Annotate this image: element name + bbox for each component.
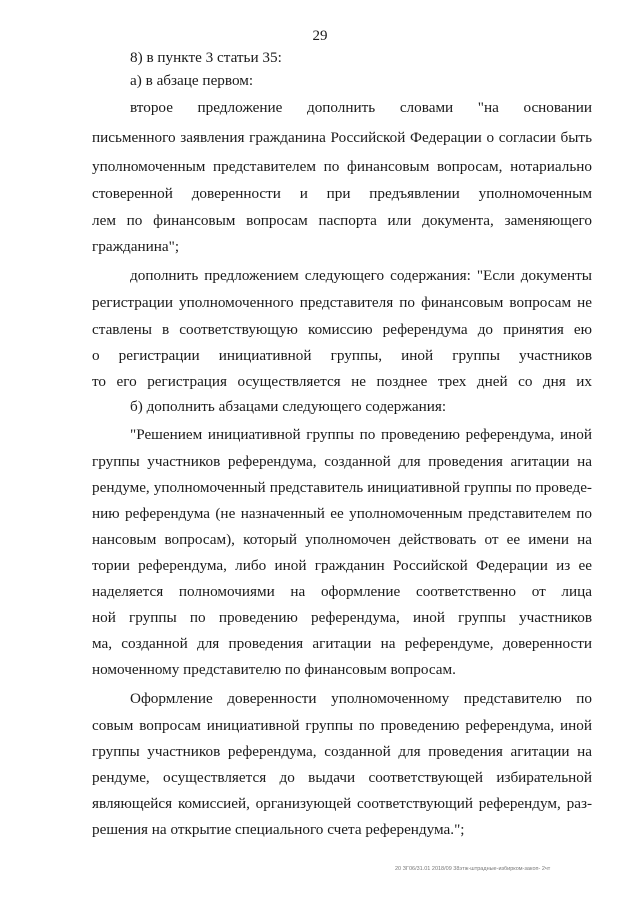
- text-line: письменного заявления гражданина Российской Федерации о согласии быть: [92, 129, 592, 146]
- text-line: "Решением инициативной группы по проведению референдума, иной: [130, 426, 592, 443]
- text-line: то его регистрация осуществляется не позднее трех дней со дня их: [92, 373, 592, 390]
- text-line: ма, созданной для проведения агитации на референдуме, доверенности: [92, 635, 592, 652]
- text-line: номоченному представителю по финансовым вопросам.: [92, 661, 456, 678]
- text-line: группы участников референдума, созданной для проведения агитации на: [92, 453, 592, 470]
- text-line: нию референдума (не назначенный ее уполномоченным представителем по: [92, 505, 592, 522]
- page-number: 29: [312, 28, 328, 44]
- text-line: рендуме, осуществляется до выдачи соответствующей избирательной: [92, 769, 592, 786]
- text-line: решения на открытие специального счета референдума.";: [92, 821, 465, 838]
- text-line: наделяется полномочиями на оформление соответственно от лица: [92, 583, 592, 600]
- text-line: б) дополнить абзацами следующего содержания:: [130, 398, 447, 415]
- text-line: стоверенной доверенности и при предъявлении уполномоченным: [92, 185, 592, 202]
- text-line: дополнить предложением следующего содержания: "Если документы: [130, 267, 592, 284]
- text-line: группы участников референдума, созданной для проведения агитации на: [92, 743, 592, 760]
- text-line: Оформление доверенности уполномоченному представителю по: [130, 690, 592, 707]
- text-line: гражданина";: [92, 238, 180, 255]
- text-line: о регистрации инициативной группы, иной группы участников: [92, 347, 592, 364]
- text-line: уполномоченным представителем по финансовым вопросам, нотариально: [92, 158, 592, 175]
- text-line: являющейся комиссией, организующей соответствующий референдум, раз-: [92, 795, 592, 812]
- text-line: тории референдума, либо иной гражданин Российской Федерации из ее: [92, 557, 592, 574]
- footer-file-reference: 20 ЗГ06/31.01 2018/09 38этж-штрадные-избирком-закоп- 2чт: [395, 866, 551, 872]
- text-line: рендуме, уполномоченный представитель инициативной группы по проведе-: [92, 479, 592, 496]
- text-line: совым вопросам инициативной группы по проведению референдума, иной: [92, 717, 592, 734]
- text-line: 8) в пункте 3 статьи 35:: [130, 49, 282, 66]
- text-line: лем по финансовым вопросам паспорта или документа, заменяющего: [92, 212, 592, 229]
- text-line: ной группы по проведению референдума, иной группы участников: [92, 609, 592, 626]
- text-line: а) в абзаце первом:: [130, 72, 254, 89]
- text-line: нансовым вопросам), который уполномочен действовать от ее имени на: [92, 531, 592, 548]
- text-line: ставлены в соответствующую комиссию референдума до принятия ею: [92, 321, 592, 338]
- text-line: второе предложение дополнить словами "на основании: [130, 99, 592, 116]
- text-line: регистрации уполномоченного представителя по финансовым вопросам не: [92, 294, 592, 311]
